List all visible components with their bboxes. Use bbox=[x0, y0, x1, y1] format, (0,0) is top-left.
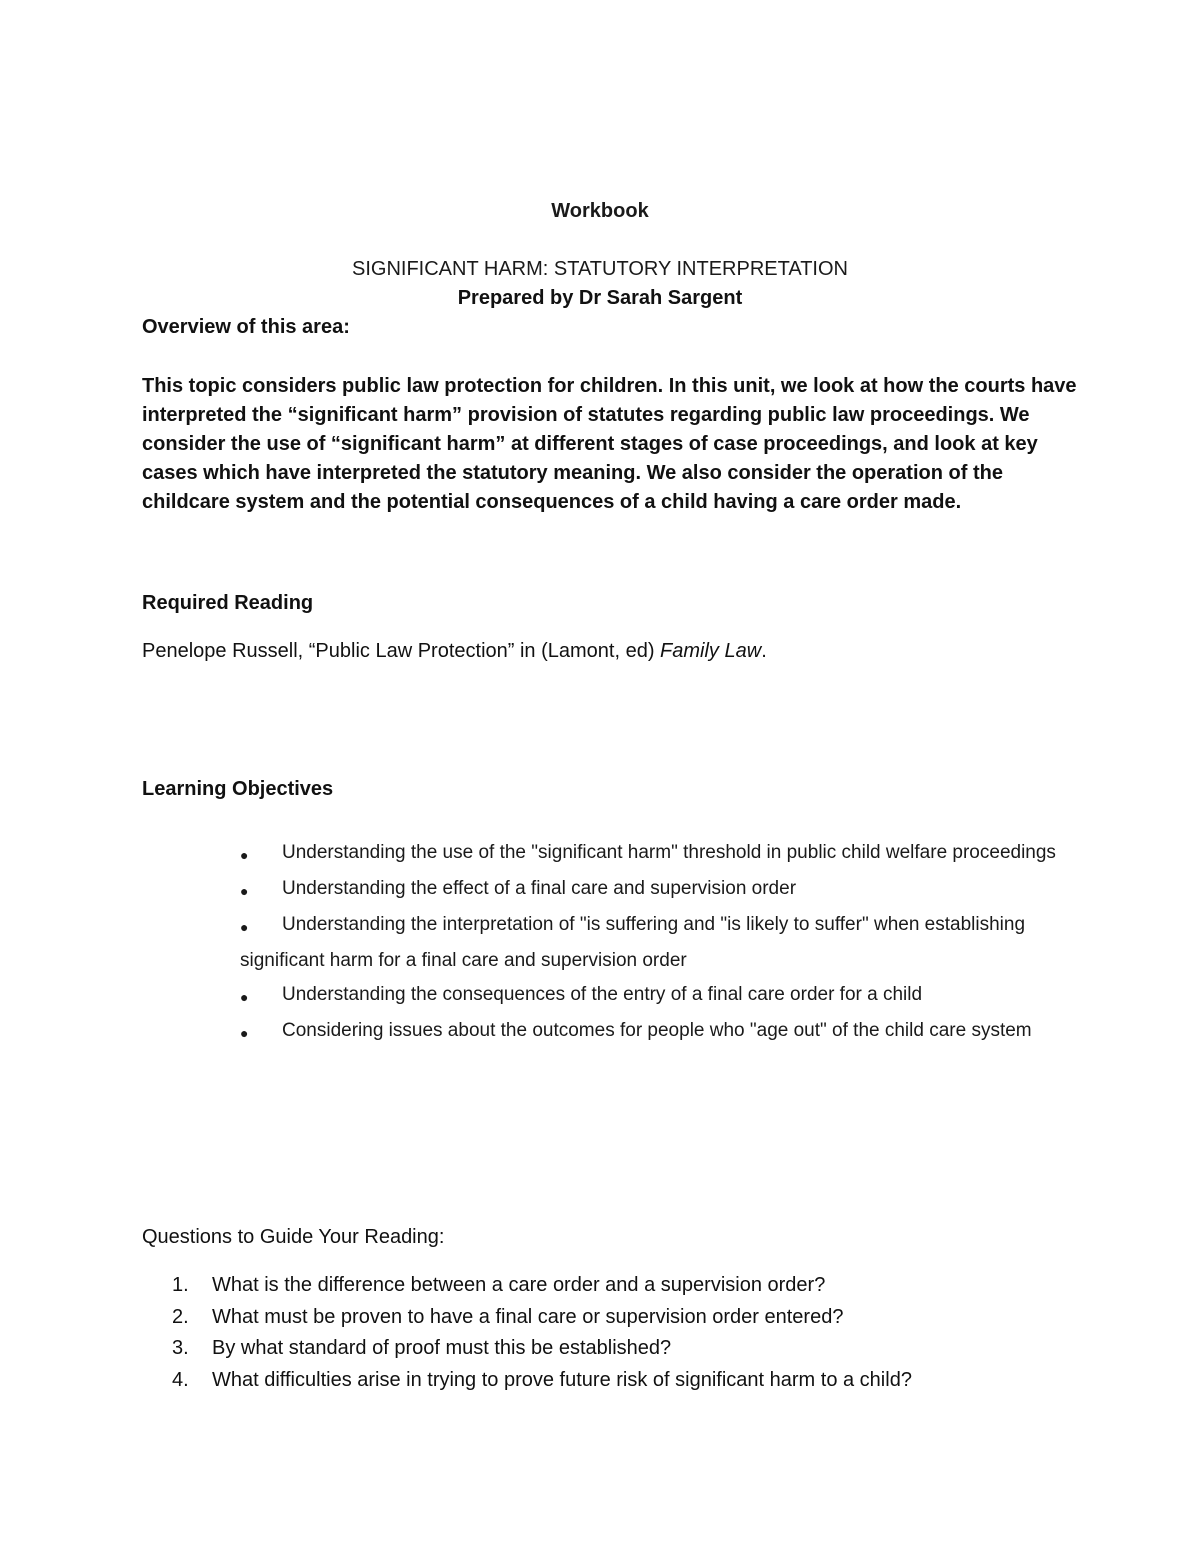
learning-objectives-heading: Learning Objectives bbox=[142, 778, 334, 800]
overview-paragraph: This topic considers public law protection for children. In this unit, we look at how the courts have interpreted the “significant harm” provision of statutes regarding public law proceedings. We consider the use of “significant harm” at different stages of case proceedings, and look at key cases which have interpreted the statutory meaning. We also consider the operation of the childcare system and the potential consequences of a child having a care order made. bbox=[142, 375, 1077, 513]
objective-text: Understanding the effect of a final care and supervision order bbox=[282, 878, 797, 899]
questions-heading: Questions to Guide Your Reading: bbox=[142, 1226, 445, 1248]
bullet-icon: ● bbox=[240, 1025, 249, 1041]
question-number: 2. bbox=[172, 1305, 189, 1328]
question-text: What difficulties arise in trying to prove future risk of significant harm to a child? bbox=[212, 1368, 912, 1391]
citation-suffix: . bbox=[761, 640, 767, 662]
question-item bbox=[172, 1270, 912, 1302]
objective-text: Understanding the interpretation of "is suffering and "is likely to suffer" when establishing significant harm for a final care and supervision order bbox=[240, 914, 1026, 971]
objective-text: Considering issues about the outcomes for people who "age out" of the child care system bbox=[282, 1020, 1032, 1041]
bullet-icon: ● bbox=[240, 883, 249, 899]
overview-heading: Overview of this area: bbox=[142, 316, 350, 338]
objective-text: Understanding the consequences of the entry of a final care order for a child bbox=[282, 984, 923, 1005]
objective-text: Understanding the use of the "significant harm" threshold in public child welfare proceedings bbox=[282, 842, 1056, 863]
required-reading-heading: Required Reading bbox=[142, 592, 314, 614]
document-subtitle: SIGNIFICANT HARM: STATUTORY INTERPRETATION bbox=[352, 258, 848, 280]
question-item bbox=[172, 1365, 912, 1397]
bullet-icon: ● bbox=[240, 919, 249, 935]
author-line: Prepared by Dr Sarah Sargent bbox=[457, 287, 743, 309]
bullet-icon: ● bbox=[240, 847, 249, 863]
question-text: What must be proven to have a final care or supervision order entered? bbox=[212, 1305, 844, 1328]
reading-citation bbox=[142, 640, 767, 663]
workbook-label: Workbook bbox=[551, 200, 649, 222]
citation-prefix: Penelope Russell, “Public Law Protection” in (Lamont, ed) bbox=[142, 640, 661, 662]
objective-item bbox=[240, 872, 1100, 908]
question-text: By what standard of proof must this be established? bbox=[212, 1337, 672, 1359]
question-text: What is the difference between a care order and a supervision order? bbox=[212, 1274, 826, 1296]
objective-item bbox=[240, 978, 1100, 1014]
question-item bbox=[172, 1302, 912, 1334]
objective-item bbox=[240, 1014, 1100, 1050]
citation-title: Family Law bbox=[660, 640, 762, 662]
question-number: 4. bbox=[172, 1368, 189, 1391]
question-number: 1. bbox=[172, 1274, 189, 1296]
question-item bbox=[172, 1333, 912, 1365]
questions-list bbox=[172, 1270, 912, 1396]
learning-objectives-list bbox=[240, 836, 1100, 1050]
question-number: 3. bbox=[172, 1337, 189, 1359]
bullet-icon: ● bbox=[240, 989, 249, 1005]
objective-item bbox=[240, 836, 1100, 872]
objective-item bbox=[240, 908, 1100, 978]
